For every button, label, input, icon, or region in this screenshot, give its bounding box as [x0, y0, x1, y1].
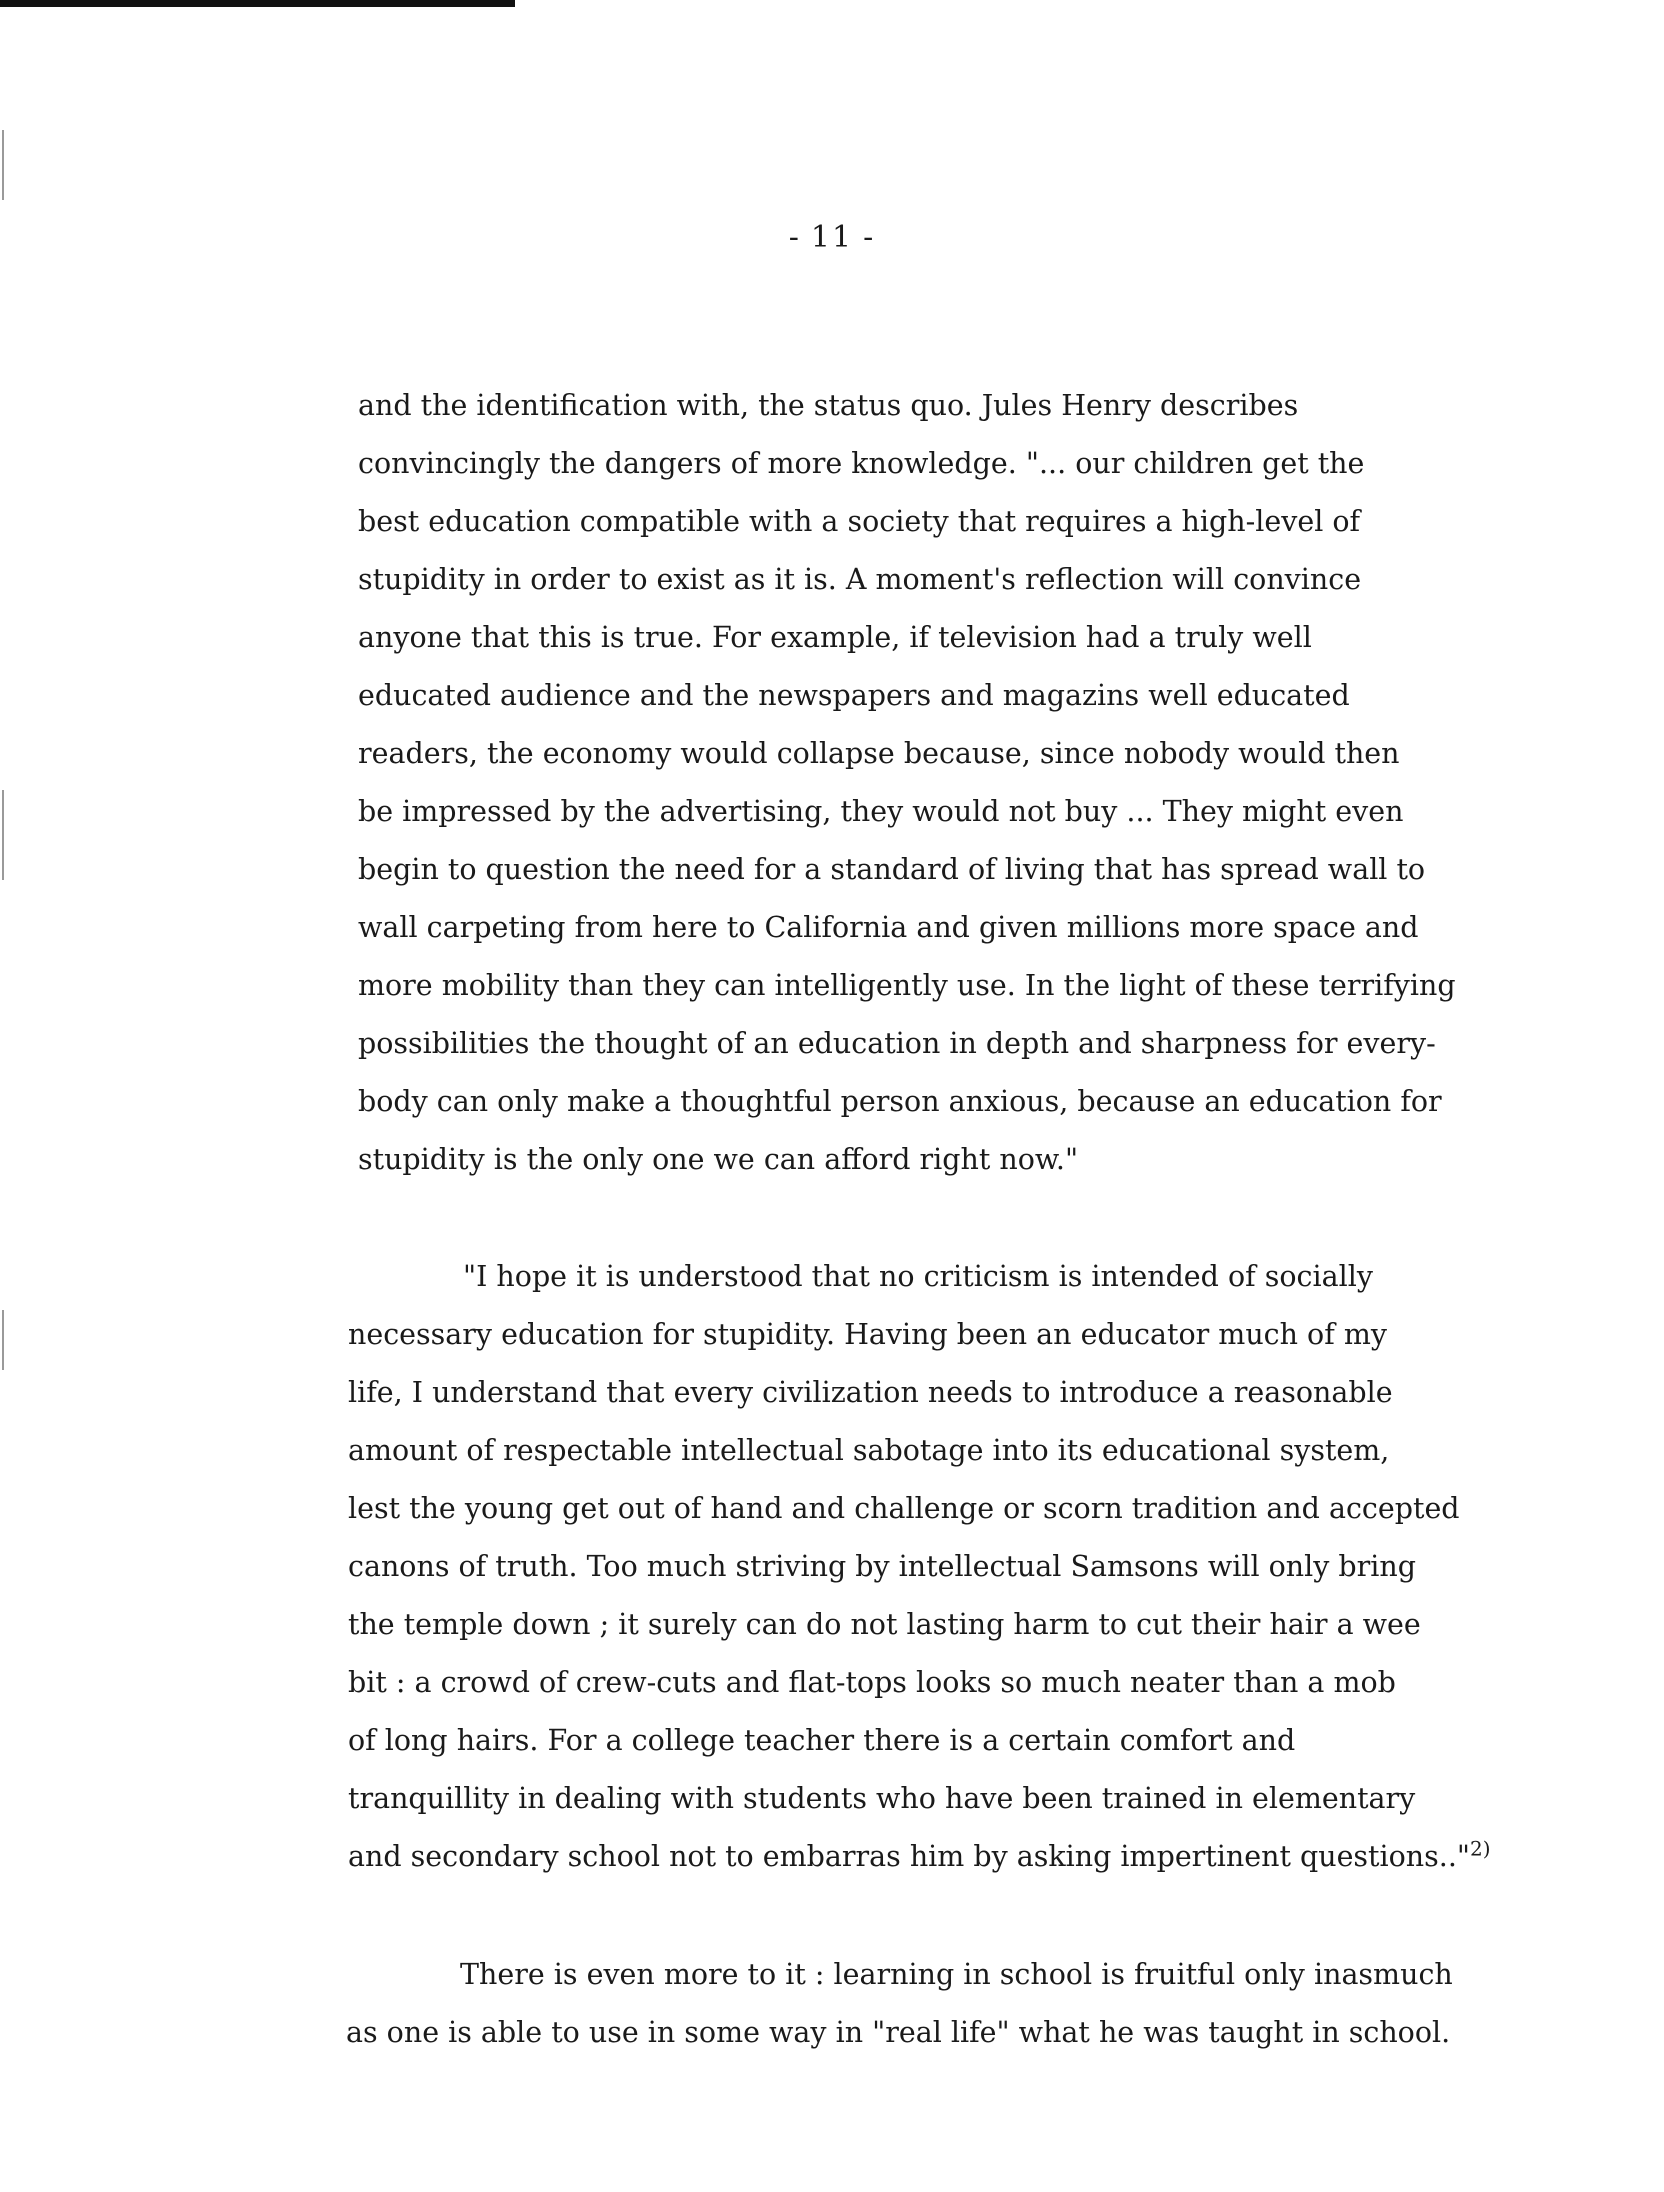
text-line: body can only make a thoughtful person anxious, because an education for	[358, 1085, 1442, 1118]
text-line: convincingly the dangers of more knowledge. "... our children get the	[358, 447, 1365, 480]
text-line: amount of respectable intellectual sabotage into its educational system,	[348, 1434, 1390, 1467]
text-line: wall carpeting from here to California and given millions more space and	[358, 911, 1419, 944]
text-line: best education compatible with a society that requires a high-level of	[358, 505, 1361, 538]
text-line: be impressed by the advertising, they would not buy ... They might even	[358, 795, 1404, 828]
margin-scan-mark	[2, 790, 4, 880]
text-line: lest the young get out of hand and challenge or scorn tradition and accepted	[348, 1492, 1460, 1525]
page-number-value: 11	[810, 220, 854, 255]
text-line: There is even more to it : learning in school is fruitful only inasmuch	[460, 1958, 1453, 1991]
text-line: stupidity in order to exist as it is. A moment's reflection will convince	[358, 563, 1362, 596]
text-line: of long hairs. For a college teacher there is a certain comfort and	[348, 1724, 1296, 1757]
margin-scan-mark	[2, 1310, 4, 1370]
footnote-reference: 2)	[1470, 1836, 1491, 1861]
text-line: as one is able to use in some way in "real life" what he was taught in school.	[346, 2016, 1451, 2049]
text-line: educated audience and the newspapers and magazins well educated	[358, 679, 1350, 712]
text-line: "I hope it is understood that no criticism is intended of socially	[463, 1260, 1373, 1293]
text-line: the temple down ; it surely can do not lasting harm to cut their hair a wee	[348, 1608, 1421, 1641]
text-line: readers, the economy would collapse because, since nobody would then	[358, 737, 1400, 770]
text-line: bit : a crowd of crew-cuts and flat-tops looks so much neater than a mob	[348, 1666, 1396, 1699]
page-number-suffix: -	[863, 220, 876, 255]
text-line: canons of truth. Too much striving by intellectual Samsons will only bring	[348, 1550, 1417, 1583]
text-line: begin to question the need for a standard of living that has spread wall to	[358, 853, 1426, 886]
text-line: stupidity is the only one we can afford right now."	[358, 1143, 1079, 1176]
text-line: tranquillity in dealing with students who have been trained in elementary	[348, 1782, 1416, 1815]
page-number	[0, 220, 1664, 255]
margin-scan-mark	[2, 130, 4, 200]
text-line: and the identification with, the status quo. Jules Henry describes	[358, 389, 1299, 422]
text-line: possibilities the thought of an education in depth and sharpness for every-	[358, 1027, 1436, 1060]
text-line: anyone that this is true. For example, if television had a truly well	[358, 621, 1312, 654]
page-number-prefix: -	[788, 220, 801, 255]
text-line: life, I understand that every civilization needs to introduce a reasonable	[348, 1376, 1393, 1409]
text-line	[348, 1837, 1491, 1877]
text-line: more mobility than they can intelligently use. In the light of these terrifying	[358, 969, 1456, 1002]
text-line: necessary education for stupidity. Having been an educator much of my	[348, 1318, 1387, 1351]
top-scan-rule	[0, 0, 515, 7]
text-line-content: and secondary school not to embarras him by asking impertinent questions.."	[348, 1840, 1470, 1873]
